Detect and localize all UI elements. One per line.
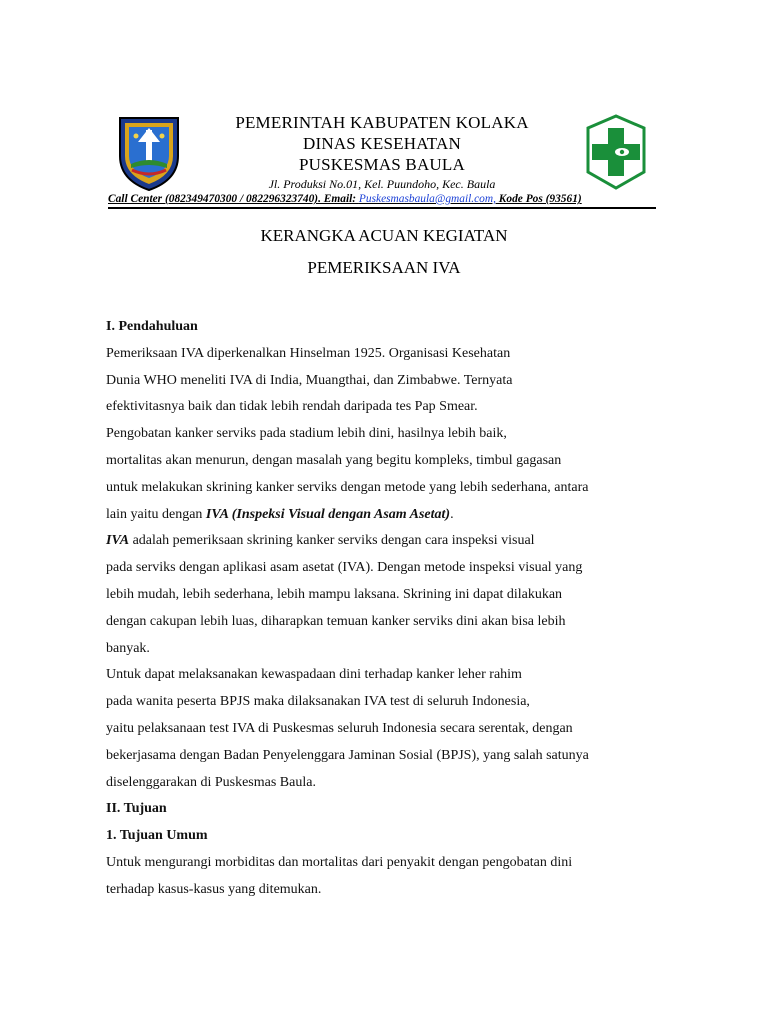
paragraph-line: dengan cakupan lebih luas, diharapkan temuan kanker serviks dini akan bisa lebih: [106, 613, 566, 629]
paragraph-line: diselenggarakan di Puskesmas Baula.: [106, 774, 316, 790]
subsection-heading-general-goal: 1. Tujuan Umum: [106, 828, 208, 844]
document-subtitle: PEMERIKSAAN IVA: [307, 258, 461, 277]
paragraph-line: Pengobatan kanker serviks pada stadium lebih dini, hasilnya lebih baik,: [106, 426, 507, 442]
postal-code-text: Kode Pos (93561): [495, 193, 582, 205]
email-link[interactable]: Puskesmasbaula@gmail.com,: [358, 193, 496, 205]
clinic-name: PUSKESMAS BAULA: [299, 155, 465, 174]
paragraph-line-iva: [106, 502, 646, 529]
iva-abbreviation: IVA: [106, 533, 130, 549]
letterhead-text: [108, 104, 656, 205]
paragraph-line: terhadap kasus-kasus yang ditemukan.: [106, 881, 322, 897]
call-center-text: Call Center (082349470300 / 082296323740). Email:: [108, 193, 359, 205]
document-body: [106, 314, 646, 904]
iva-definition-term: IVA (Inspeksi Visual dengan Asam Asetat): [205, 506, 451, 522]
document-title: KERANGKA ACUAN KEGIATAN: [260, 226, 508, 245]
puskesmas-green-cross-icon: [582, 112, 650, 192]
letterhead-divider: [108, 207, 656, 209]
iva-line-suffix: .: [450, 506, 454, 522]
paragraph-line: Dunia WHO meneliti IVA di India, Muangthai, dan Zimbabwe. Ternyata: [106, 372, 513, 388]
paragraph-line: mortalitas akan menurun, dengan masalah yang begitu kompleks, timbul gagasan: [106, 452, 562, 468]
paragraph-line: Untuk mengurangi morbiditas dan mortalitas dari penyakit dengan pengobatan dini: [106, 854, 573, 870]
paragraph-line: Untuk dapat melaksanakan kewaspadaan dini terhadap kanker leher rahim: [106, 667, 522, 683]
paragraph-line: Pemeriksaan IVA diperkenalkan Hinselman 1925. Organisasi Kesehatan: [106, 345, 511, 361]
section-heading-introduction: I. Pendahuluan: [106, 319, 198, 334]
clinic-address: Jl. Produksi No.01, Kel. Puundoho, Kec. Baula: [268, 177, 496, 191]
agency-name: DINAS KESEHATAN: [303, 134, 461, 153]
paragraph-line: banyak.: [106, 640, 150, 656]
iva-definition-text: adalah pemeriksaan skrining kanker serviks dengan cara inspeksi visual: [129, 533, 535, 549]
iva-line-prefix: lain yaitu dengan: [106, 506, 206, 522]
letterhead: [108, 104, 656, 210]
paragraph-line: yaitu pelaksanaan test IVA di Puskesmas seluruh Indonesia secara serentak, dengan: [106, 720, 573, 736]
paragraph-line: pada serviks dengan aplikasi asam asetat (IVA). Dengan metode inspeksi visual yang: [106, 560, 583, 576]
paragraph-line-iva-definition: [106, 528, 646, 555]
paragraph-line: untuk melakukan skrining kanker serviks dengan metode yang lebih sederhana, antara: [106, 479, 589, 495]
section-heading-goals: II. Tujuan: [106, 801, 167, 817]
government-name: PEMERINTAH KABUPATEN KOLAKA: [235, 113, 529, 132]
paragraph-line: efektivitasnya baik dan tidak lebih rendah daripada tes Pap Smear.: [106, 399, 478, 415]
paragraph-line: bekerjasama dengan Badan Penyelenggara Jaminan Sosial (BPJS), yang salah satunya: [106, 747, 589, 763]
paragraph-line: pada wanita peserta BPJS maka dilaksanakan IVA test di seluruh Indonesia,: [106, 694, 530, 710]
contact-line: [108, 192, 656, 206]
paragraph-line: lebih mudah, lebih sederhana, lebih mampu laksana. Skrining ini dapat dilakukan: [106, 586, 563, 602]
